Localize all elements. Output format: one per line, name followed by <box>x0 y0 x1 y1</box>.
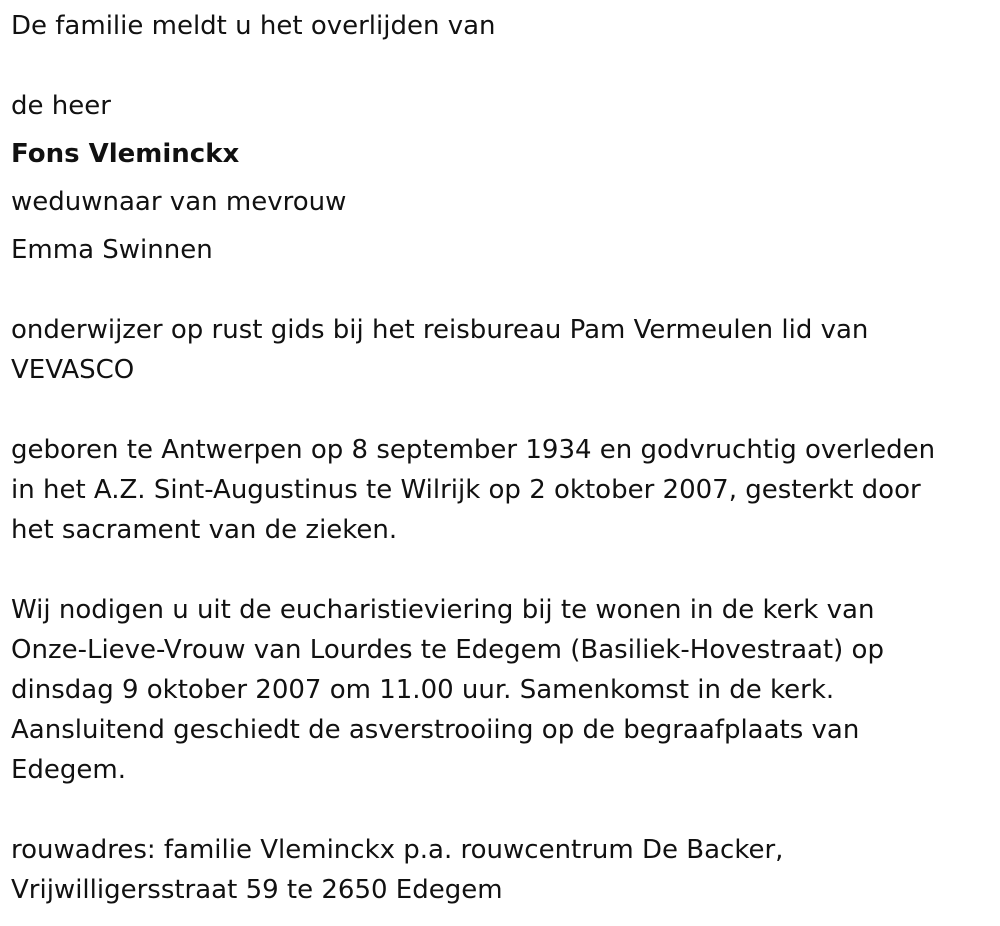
address-line: Vrijwilligersstraat 59 te 2650 Edegem <box>11 875 503 905</box>
service-line: Aansluitend geschiedt de asverstrooiing op de begraafplaats van <box>11 715 860 745</box>
address-line: rouwadres: familie Vleminckx p.a. rouwcentrum De Backer, <box>11 835 784 865</box>
service-line: Edegem. <box>11 755 127 785</box>
service-line: dinsdag 9 oktober 2007 om 11.00 uur. Samenkomst in de kerk. <box>11 675 835 705</box>
service-line: Wij nodigen u uit de eucharistieviering bij te wonen in de kerk van <box>11 595 875 625</box>
deceased-name: Fons Vleminckx <box>11 139 240 169</box>
widower-label: weduwnaar van mevrouw <box>11 187 347 217</box>
birth-death-line: het sacrament van de zieken. <box>11 515 398 545</box>
spouse-name: Emma Swinnen <box>11 235 213 265</box>
occupation-line: onderwijzer op rust gids bij het reisbureau Pam Vermeulen lid van <box>11 315 869 345</box>
service-line: Onze-Lieve-Vrouw van Lourdes te Edegem (Basiliek-Hovestraat) op <box>11 635 884 665</box>
salutation-text: de heer <box>11 91 111 121</box>
intro-text: De familie meldt u het overlijden van <box>11 11 496 41</box>
occupation-line: VEVASCO <box>11 355 135 385</box>
birth-death-line: in het A.Z. Sint-Augustinus te Wilrijk op 2 oktober 2007, gesterkt door <box>11 475 921 505</box>
birth-death-line: geboren te Antwerpen op 8 september 1934 en godvruchtig overleden <box>11 435 936 465</box>
